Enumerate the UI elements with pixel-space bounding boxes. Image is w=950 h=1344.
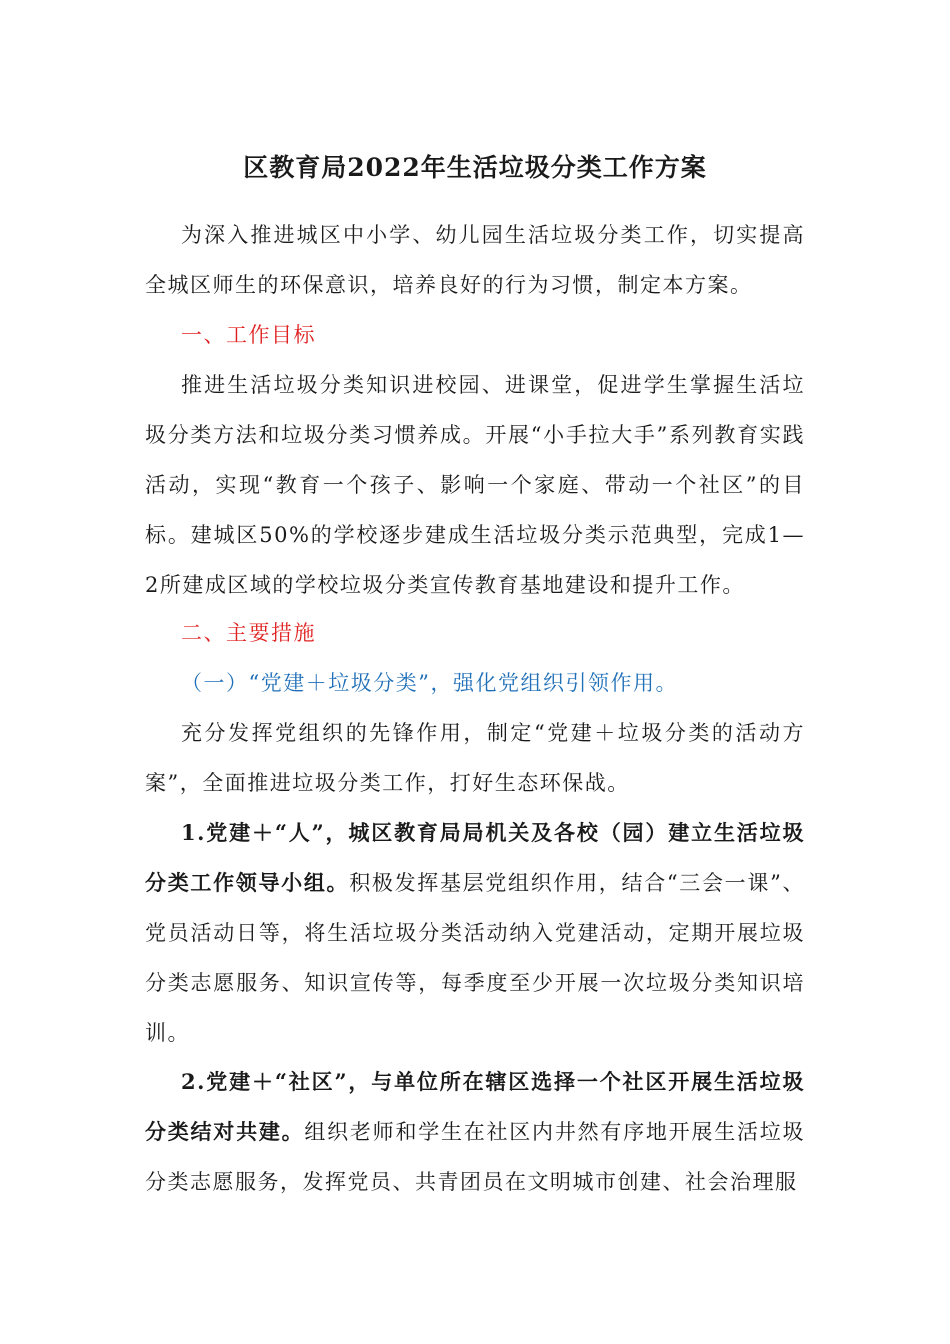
subsection-heading-party-building: （一）“党建＋垃圾分类”，强化党组织引领作用。 xyxy=(181,671,678,695)
item-1-body: 积极发挥基层党组织作用，结合“三会一课”、党员活动日等，将生活垃圾分类活动纳入党建活动，定期开展垃圾分类志愿服务、知识宣传等，每季度至少开展一次垃圾分类知识培训。 xyxy=(145,871,805,1045)
item-2-body: 组织老师和学生在社区内井然有序地开展生活垃圾分类志愿服务，发挥党员、共青团员在文明城市创建、社会治理服 xyxy=(145,1120,805,1194)
item-2-lead: 2.党建＋“社区”，与单位所在辖区选择一个社区开展生活垃圾分类结对共建。 xyxy=(145,1069,805,1144)
intro-paragraph: 为深入推进城区中小学、幼儿园生活垃圾分类工作，切实提高全城区师生的环保意识，培养良好的行为习惯，制定本方案。 xyxy=(145,223,805,297)
section-heading-goals: 一、工作目标 xyxy=(181,323,316,347)
item-1-paragraph xyxy=(145,808,805,1058)
item-1-lead: 1.党建＋“人”，城区教育局局机关及各校（园）建立生活垃圾分类工作领导小组。 xyxy=(145,820,805,895)
goals-paragraph: 推进生活垃圾分类知识进校园、进课堂，促进学生掌握生活垃圾分类方法和垃圾分类习惯养成。开展“小手拉大手”系列教育实践活动，实现“教育一个孩子、影响一个家庭、带动一个社区”的目标。建城区50%的学校逐步建成生活垃圾分类示范典型，完成1—2所建成区域的学校垃圾分类宣传教育基地建设和提升工作。 xyxy=(145,373,805,597)
document-title: 区教育局2022年生活垃圾分类工作方案 xyxy=(243,153,707,182)
item-2-paragraph xyxy=(145,1057,805,1207)
party-building-paragraph: 充分发挥党组织的先锋作用，制定“党建＋垃圾分类的活动方案”，全面推进垃圾分类工作，打好生态环保战。 xyxy=(145,721,805,795)
section-heading-measures: 二、主要措施 xyxy=(181,621,316,645)
